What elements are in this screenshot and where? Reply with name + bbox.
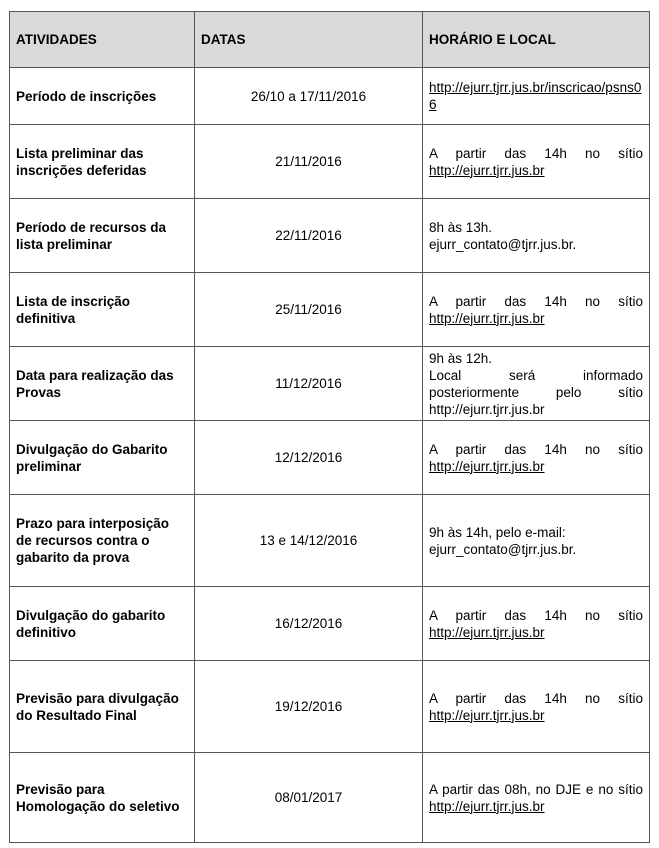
schedule-location-cell — [423, 273, 650, 347]
header-row — [10, 12, 650, 68]
activity-cell: Divulgação do gabarito definitivo — [10, 587, 195, 661]
date-cell: 19/12/2016 — [195, 661, 423, 753]
info-text: A partir das 14h no sítio — [429, 441, 643, 457]
info-text-continued: Local será informado posteriormente pelo sítio http://ejurr.tjrr.jus.br — [429, 367, 643, 417]
table-row — [10, 421, 650, 495]
date-cell: 16/12/2016 — [195, 587, 423, 661]
table-row — [10, 753, 650, 843]
site-link[interactable]: http://ejurr.tjrr.jus.br/inscricao/psns06 — [429, 80, 642, 112]
schedule-location-cell — [423, 421, 650, 495]
table-row — [10, 495, 650, 587]
activity-cell: Lista de inscrição definitiva — [10, 273, 195, 347]
date-cell: 25/11/2016 — [195, 273, 423, 347]
header-atividades: ATIVIDADES — [10, 12, 195, 68]
date-cell: 11/12/2016 — [195, 347, 423, 421]
info-text: A partir das 14h no sítio — [429, 145, 643, 161]
info-text: 8h às 13h. — [429, 219, 493, 235]
activity-cell: Prazo para interposição de recursos contra o gabarito da prova — [10, 495, 195, 587]
date-cell: 26/10 a 17/11/2016 — [195, 68, 423, 125]
schedule-location-cell — [423, 347, 650, 421]
info-text-continued: ejurr_contato@tjrr.jus.br. — [429, 236, 577, 252]
schedule-location-cell — [423, 495, 650, 587]
schedule-table — [9, 11, 650, 843]
table-row — [10, 587, 650, 661]
date-cell: 12/12/2016 — [195, 421, 423, 495]
activity-cell: Período de inscrições — [10, 68, 195, 125]
schedule-location-cell — [423, 753, 650, 843]
schedule-location-cell — [423, 661, 650, 753]
header-horario-local: HORÁRIO E LOCAL — [423, 12, 650, 68]
info-text: 9h às 12h. — [429, 350, 493, 366]
table-row — [10, 68, 650, 125]
site-link[interactable]: http://ejurr.tjrr.jus.br — [429, 624, 545, 640]
site-link[interactable]: http://ejurr.tjrr.jus.br — [429, 798, 545, 814]
activity-cell: Previsão para Homologação do seletivo — [10, 753, 195, 843]
info-text: A partir das 08h, no DJE e no sítio — [429, 781, 643, 797]
site-link[interactable]: http://ejurr.tjrr.jus.br — [429, 162, 545, 178]
info-text-continued: ejurr_contato@tjrr.jus.br. — [429, 541, 577, 557]
info-text: A partir das 14h no sítio — [429, 690, 643, 706]
info-text: A partir das 14h no sítio — [429, 293, 643, 309]
schedule-location-cell — [423, 587, 650, 661]
site-link[interactable]: http://ejurr.tjrr.jus.br — [429, 707, 545, 723]
activity-cell: Data para realização das Provas — [10, 347, 195, 421]
schedule-location-cell — [423, 199, 650, 273]
table-row — [10, 273, 650, 347]
table-row — [10, 661, 650, 753]
schedule-location-cell — [423, 68, 650, 125]
info-text: A partir das 14h no sítio — [429, 607, 643, 623]
date-cell: 08/01/2017 — [195, 753, 423, 843]
site-link[interactable]: http://ejurr.tjrr.jus.br — [429, 458, 545, 474]
table-row — [10, 347, 650, 421]
date-cell: 21/11/2016 — [195, 125, 423, 199]
activity-cell: Lista preliminar das inscrições deferidas — [10, 125, 195, 199]
table-row — [10, 199, 650, 273]
table-row — [10, 125, 650, 199]
header-datas: DATAS — [195, 12, 423, 68]
activity-cell: Previsão para divulgação do Resultado Final — [10, 661, 195, 753]
schedule-location-cell — [423, 125, 650, 199]
date-cell: 13 e 14/12/2016 — [195, 495, 423, 587]
activity-cell: Divulgação do Gabarito preliminar — [10, 421, 195, 495]
activity-cell: Período de recursos da lista preliminar — [10, 199, 195, 273]
date-cell: 22/11/2016 — [195, 199, 423, 273]
info-text: 9h às 14h, pelo e-mail: — [429, 524, 566, 540]
site-link[interactable]: http://ejurr.tjrr.jus.br — [429, 310, 545, 326]
